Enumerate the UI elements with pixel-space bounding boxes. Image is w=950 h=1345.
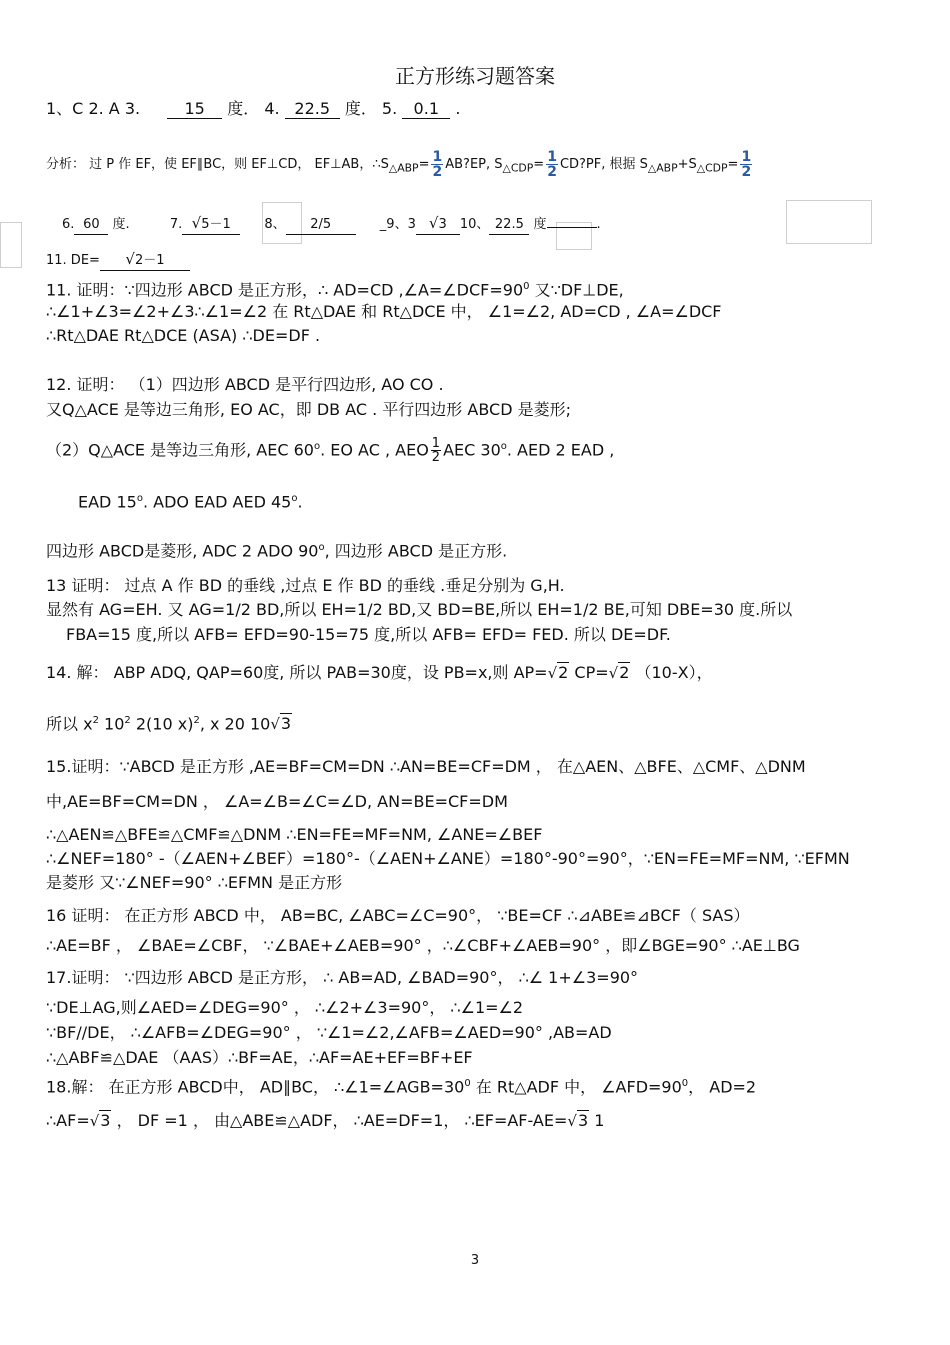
answer-9: √3 [416, 214, 460, 235]
page-title: 正方形练习题答案 [395, 64, 555, 88]
proof-12-line-2: 又Q△ACE 是等边三角形, EO AC，即 DB AC . 平行四边形 ABCD 是菱形; [46, 400, 571, 419]
proof-11-line-1: 11. 证明：∵四边形 ABCD 是正方形，∴ AD=CD $,\angle A=\angle DCF=90^0$ 又∵DF⊥DE, [46, 280, 624, 300]
answer-8: 2/5 [286, 216, 356, 235]
proof-13-line-2: 显然有 AG=EH. 又 AG=1/2 BD,所以 EH=1/2 BD,又 BD=BE,所以 EH=1/2 BE,可知 DBE=30 度.所以 [46, 600, 793, 619]
fraction-half: $\frac{1}{2}$ [547, 149, 557, 180]
answer-4: 22.5 [285, 100, 340, 119]
answer-11-line: 11. DE= √2－1 [46, 250, 190, 272]
proof-13-line-1: 13 证明： 过点 A 作 BD 的垂线 ,过点 E 作 BD 的垂线 .垂足分别为 G,H. [46, 576, 565, 595]
solution-14-line-1: 14. 解： ABP ADQ, QAP=60度, 所以 PAB=30度，设 PB=x,则 AP=√2 CP=√2 （10-X）， [46, 663, 713, 682]
proof-11-line-3: ∴Rt△DAE Rt△DCE (ASA) ∴DE=DF . [46, 326, 321, 345]
page-number: 3 [470, 1253, 480, 1268]
solution-18-line-2: ∴AF=√3 ， DF =1 ， 由△ABE≌△ADF， ∴AE=DF=1， ∴EF=AF-AE=√3 1 [46, 1111, 605, 1130]
answer-3: 15 [167, 100, 222, 119]
solution-18-line-1: 18.解： 在正方形 ABCD中， AD∥BC， $\therefore\angle 1=\angle AGB=30^0$ 在 Rt△ADF 中， $\angle AFD=90^0$， AD=2 [46, 1077, 757, 1097]
fraction-half: $\frac{1}{2}$ [741, 149, 752, 180]
proof-16-line-2: ∴AE=BF ， ∠BAE=∠CBF， ∵∠BAE+∠AEB=90° ，∴∠CBF+∠AEB=90° ，即∠BGE=90° ∴AE⊥BG [46, 936, 800, 955]
answers-line-1: 1、C 2. A 3. 15 度． 4. 22.5 度． 5. 0.1 . [46, 99, 461, 118]
proof-11-line-2: ∴∠1+∠3=∠2+∠3∴∠1=∠2 在 Rt△DAE 和 Rt△DCE 中， ∠1=∠2, AD=CD , ∠A=∠DCF [46, 302, 722, 321]
proof-15-line-3: ∴△AEN≌△BFE≌△CMF≌△DNM ∴EN=FE=MF=NM, ∠ANE=∠BEF [46, 825, 543, 844]
proof-16-line-1: 16 证明： 在正方形 ABCD 中， AB=BC, ∠ABC=∠C=90°， ∵BE=CF ∴⊿ABE≌⊿BCF（ SAS） [46, 906, 750, 925]
fraction-half: $\frac{1}{2}$ [432, 149, 443, 180]
proof-17-line-2: ∵DE⊥AG,则∠AED=∠DEG=90° ， ∴∠2+∠3=90°， ∴∠1=∠2 [46, 998, 524, 1017]
proof-15-line-4: ∴∠NEF=180° -（∠AEN+∠BEF）=180°-（∠AEN+∠ANE）=180°-90°=90°，∵EN=FE=MF=NM, ∵EFMN [46, 849, 850, 868]
proof-15-line-2: 中,AE=BF=CM=DN ， ∠A=∠B=∠C=∠D, AN=BE=CF=DM [46, 792, 508, 811]
answer-6: 60 [74, 216, 108, 235]
solution-14-line-2: 所以 $x^2$ $10^2$ 2(10 x)$^2$, x 20 10√3 [46, 714, 292, 734]
proof-12-line-1: 12. 证明： （1）四边形 ABCD 是平行四边形, AO CO . [46, 375, 444, 394]
proof-12-line-5: 四边形 ABCD是菱形, ADC 2 ADO 90$^o$, 四边形 ABCD 是正方形. [46, 541, 508, 561]
scan-artifact-box [0, 222, 22, 268]
scan-artifact-box [786, 200, 872, 244]
answer-10: 22.5 [489, 216, 529, 235]
answer-5: 0.1 [402, 100, 450, 119]
answer-7: √5－1 [182, 214, 240, 235]
answers-line-6-10: 6. 60 度. 7. √5－1 8、 2/5 _9、3 √3 10、 22.5 度 . [62, 214, 601, 236]
proof-17-line-1: 17.证明： ∵四边形 ABCD 是正方形， ∴ AB=AD, ∠BAD=90°， ∴∠ 1+∠3=90° [46, 968, 639, 987]
proof-12-line-3: （2）Q△ACE 是等边三角形, AEC 60$^o$. EO AC , AEO $\frac{1}{2}$ AEC 30$^o$. AED 2 EAD , [46, 436, 615, 466]
proof-17-line-4: ∴△ABF≌△DAE （AAS）∴BF=AE，∴AF=AE+EF=BF+EF [46, 1048, 473, 1067]
proof-15-line-1: 15.证明：∵ABCD 是正方形 ,AE=BF=CM=DN ∴AN=BE=CF=DM ， 在△AEN、△BFE、△CMF、△DNM [46, 757, 806, 776]
proof-12-line-4: EAD 15$^o$. ADO EAD AED 45$^o$. [78, 492, 303, 512]
proof-13-line-3: FBA=15 度,所以 AFB= EFD=90-15=75 度,所以 AFB= EFD= FED. 所以 DE=DF. [66, 625, 671, 644]
proof-15-line-5: 是菱形 又∵∠NEF=90° ∴EFMN 是正方形 [46, 873, 343, 892]
fraction-half: $\frac{1}{2}$ [431, 436, 441, 466]
analysis-line: 分析： 过 P 作 EF，使 EF∥BC，则 EF⊥CD， EF⊥AB，$\therefore S_{\triangle ABP}=$ $\frac{1}{2}$ AB?EP, $S_{\triangle CDP}=$ $\frac{1}{2}$ CD?PF, 根据 $S_{\triangle ABP}+S_{\triangle CDP}=$ $\frac{1}{2}$ [46, 149, 752, 180]
proof-17-line-3: ∵BF//DE， ∴∠AFB=∠DEG=90° ， ∵∠1=∠2,∠AFB=∠AED=90° ,AB=AD [46, 1023, 612, 1042]
